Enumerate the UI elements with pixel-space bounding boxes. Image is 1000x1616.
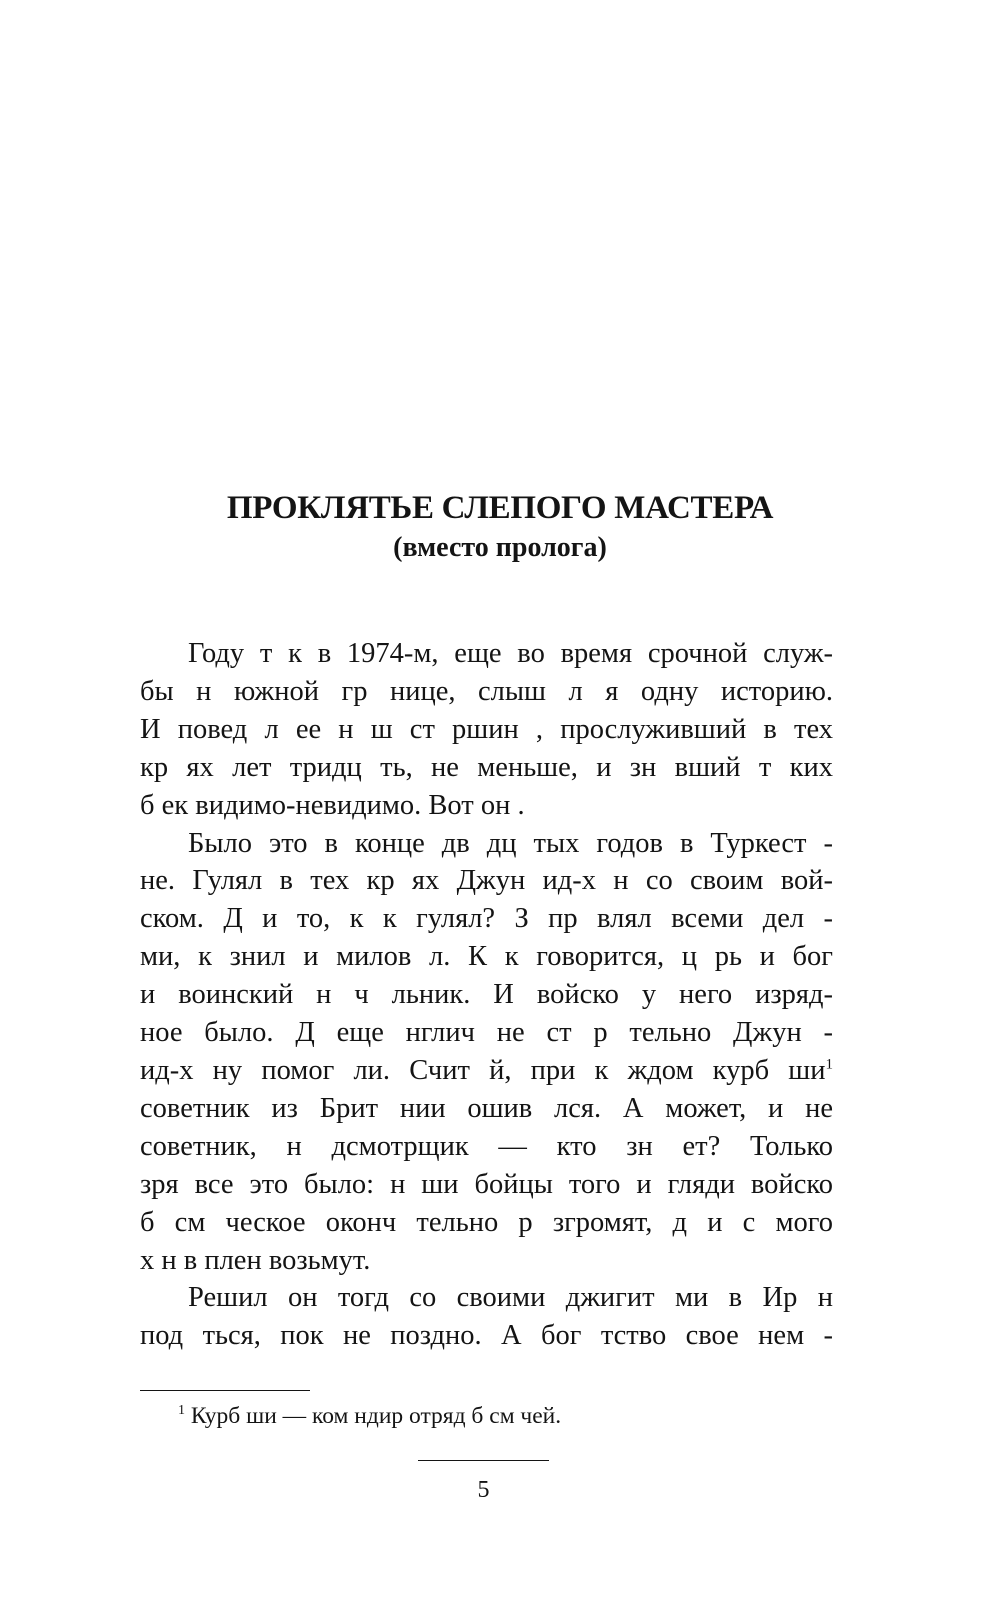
text-line: зря все это было: н ши бойцы того и гляди войско bbox=[140, 1168, 833, 1200]
text-line: ми, к знил и милов л. К к говорится, ц рь и бог bbox=[140, 941, 833, 973]
page-number-divider bbox=[418, 1460, 549, 1461]
footnote-mark: 1 bbox=[178, 1403, 185, 1419]
footnote-reference[interactable]: 1 bbox=[825, 1056, 833, 1073]
text-line: бы н южной гр нице, слыш л я одну историю. bbox=[140, 675, 833, 707]
text-line: Было это в конце дв дц тых годов в Туркест - bbox=[188, 827, 833, 859]
paragraph-2 bbox=[140, 825, 833, 1280]
chapter-subtitle: (вместо пролога) bbox=[393, 532, 607, 563]
text-line: под ться, пок не поздно. А бог тство свое нем - bbox=[140, 1320, 833, 1352]
footnote-divider bbox=[140, 1390, 310, 1391]
footnote-text: Курб ши — ком ндир отряд б см чей. bbox=[190, 1403, 562, 1429]
text-line: х н в плен возьмут. bbox=[140, 1244, 371, 1276]
body-text bbox=[140, 635, 833, 1355]
text-line: и воинский н ч льник. И войско у него изряд- bbox=[140, 979, 833, 1011]
footnote bbox=[178, 1401, 561, 1431]
page-number: 5 bbox=[477, 1477, 490, 1503]
text-line: Году т к в 1974-м, еще во время срочной служ- bbox=[188, 638, 833, 669]
text-line: И повед л ее н ш ст ршин , прослуживший в тех bbox=[140, 713, 833, 745]
text-line: не. Гулял в тех кр ях Джун ид-х н со своим вой- bbox=[140, 865, 833, 897]
text-line: Решил он тогд со своими джигит ми в Ир н bbox=[188, 1282, 833, 1314]
text-line: ском. Д и то, к к гулял? З пр влял всеми дел - bbox=[140, 903, 833, 935]
chapter-title: ПРОКЛЯТЬЕ СЛЕПОГО МАСТЕРА bbox=[226, 490, 774, 526]
text-line: б см ческое оконч тельно р згромят, д и с мого bbox=[140, 1206, 833, 1238]
paragraph-1 bbox=[140, 635, 833, 825]
text-segment: ид-х ну помог ли. Счит й, при к ждом курб ши bbox=[140, 1054, 826, 1086]
text-line: ное было. Д еще нглич не ст р тельно Джун - bbox=[140, 1017, 833, 1049]
paragraph-3 bbox=[140, 1279, 833, 1355]
text-line: кр ях лет тридц ть, не меньше, и зн вший т ких bbox=[140, 751, 833, 783]
text-line-with-footnote bbox=[140, 1052, 833, 1090]
text-line: советник из Брит нии ошив лся. А может, и не bbox=[140, 1092, 833, 1124]
text-line: б ек видимо-невидимо. Вот он . bbox=[140, 789, 525, 821]
text-line: советник, н дсмотрщик — кто зн ет? Только bbox=[140, 1130, 833, 1162]
